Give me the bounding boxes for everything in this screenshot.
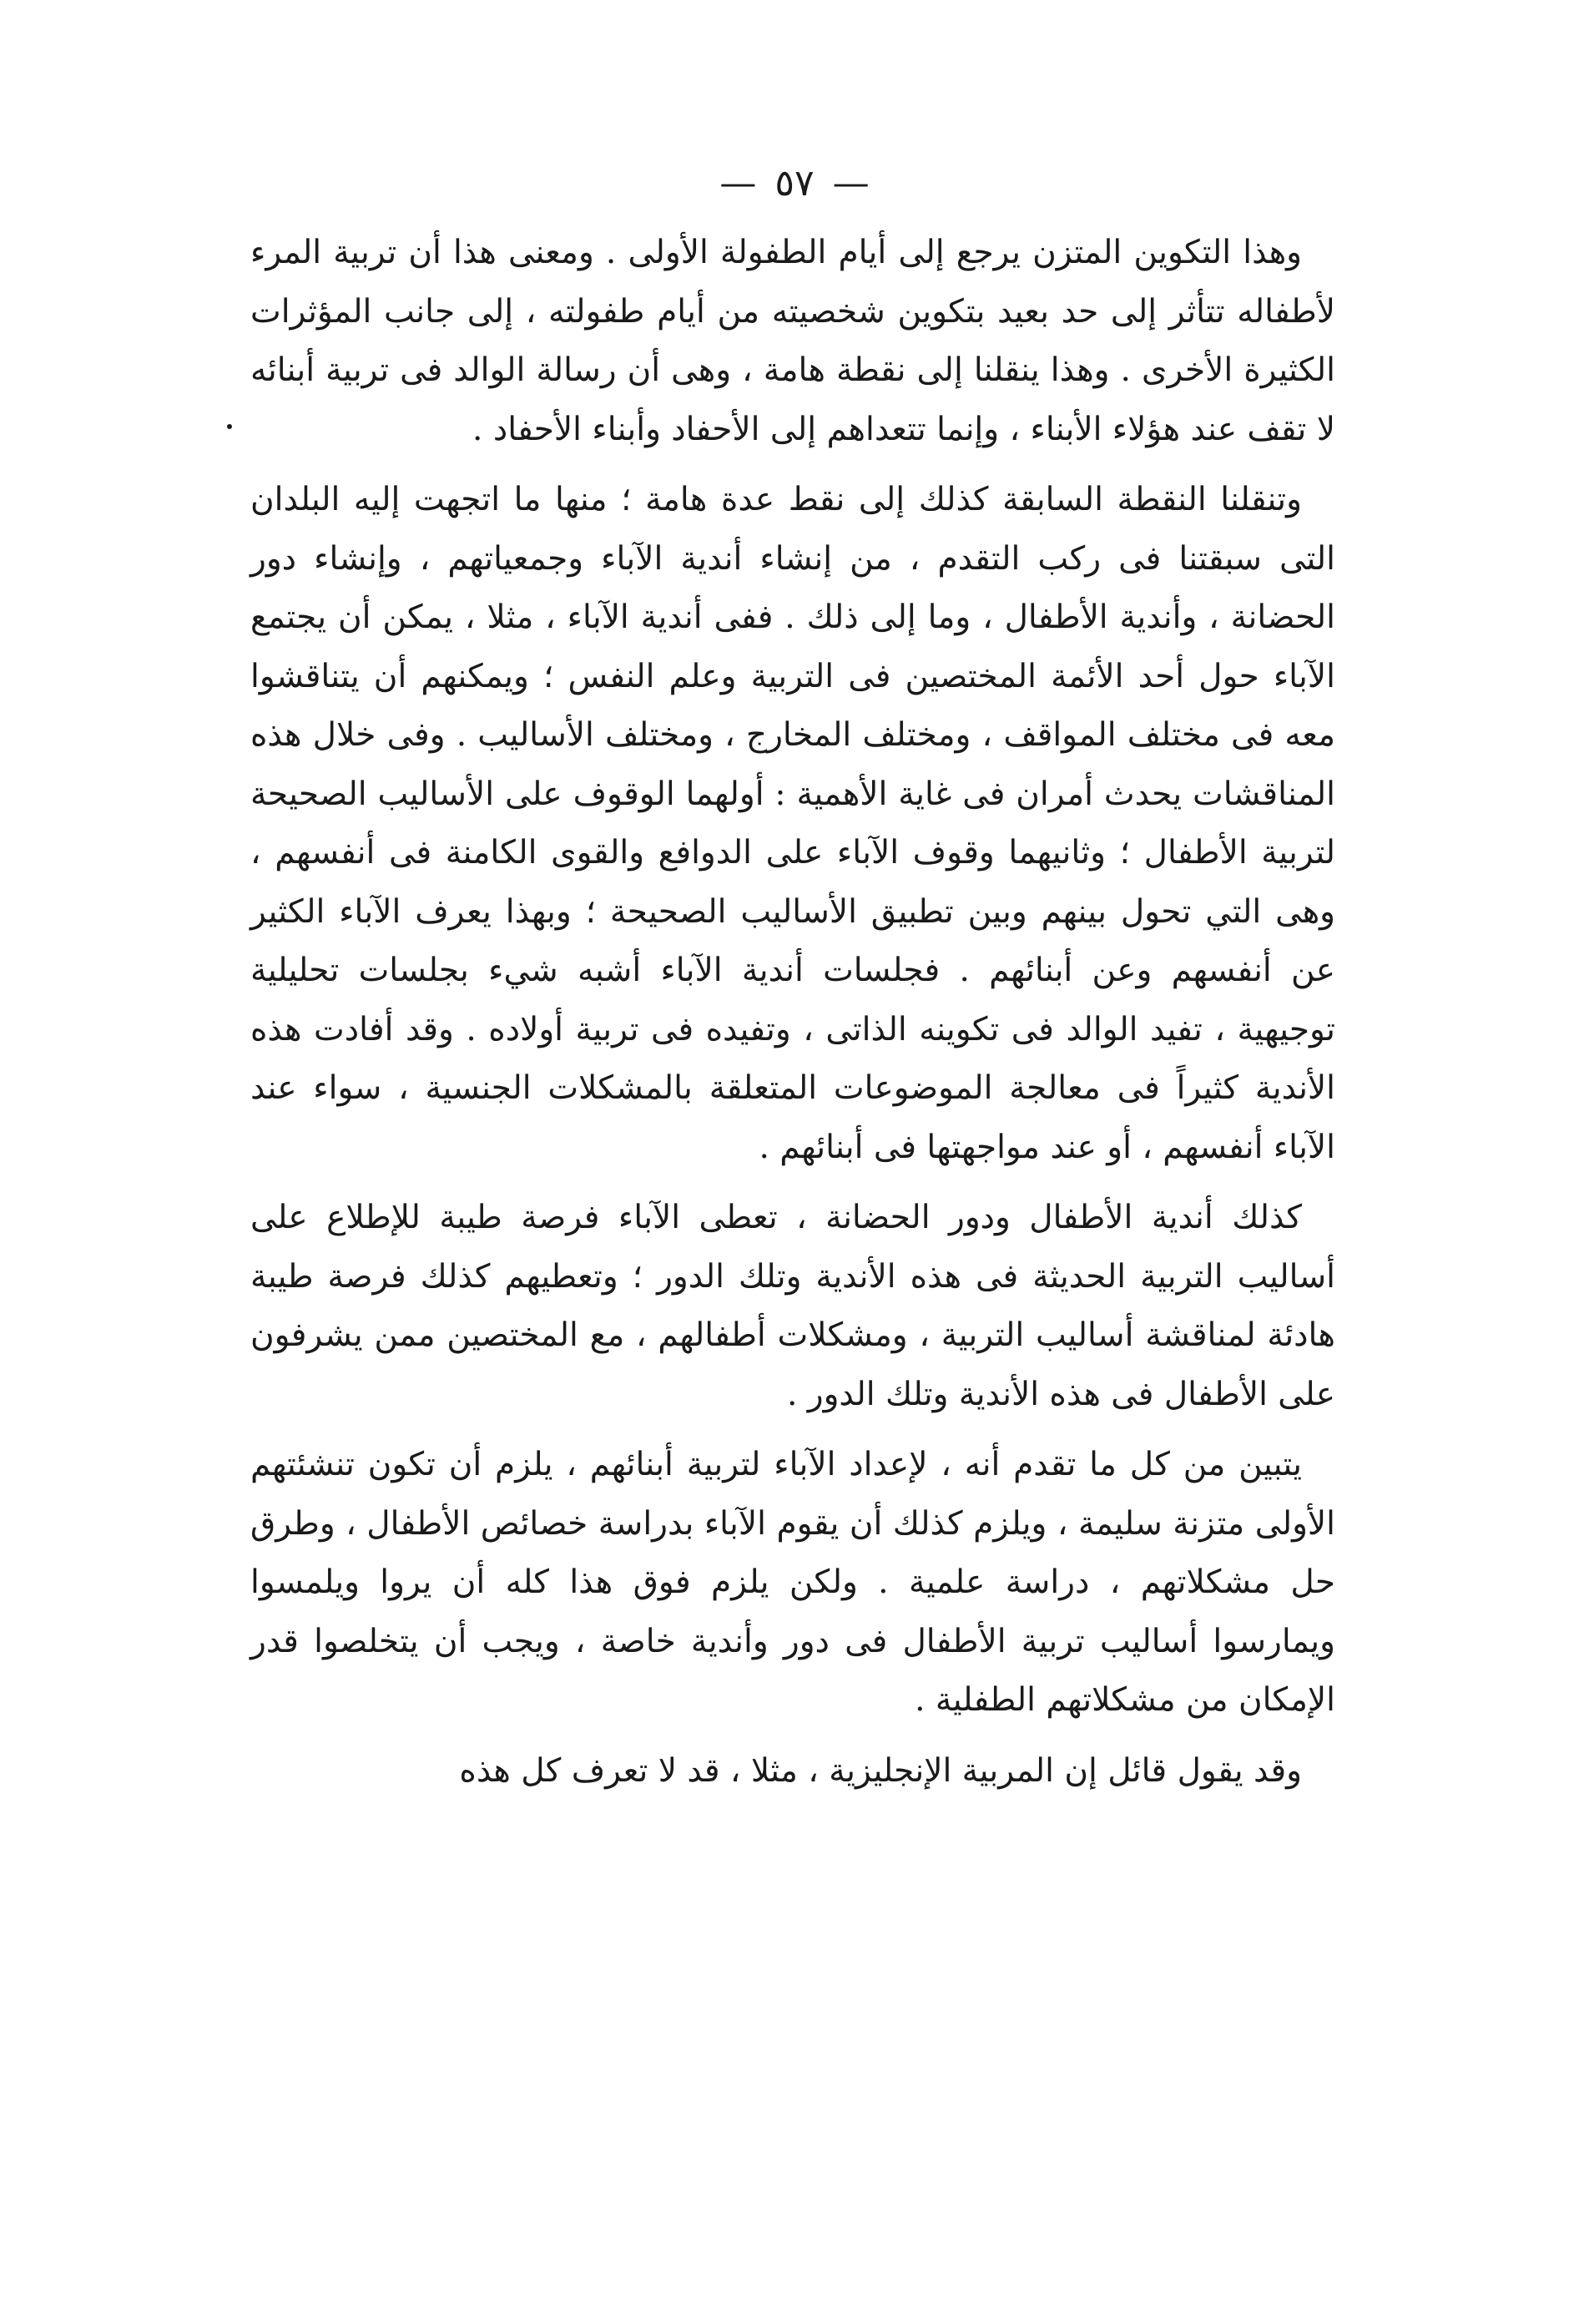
- page-number-dash-right: —: [832, 162, 870, 205]
- stray-ink-dot: [227, 424, 232, 429]
- page-number-value: ٥٧: [774, 162, 815, 205]
- paragraph-3: كذلك أندية الأطفال ودور الحضانة ، تعطى الآباء فرصة طيبة للإطلاع على أساليب التربية الحديثة فى هذه الأندية وتلك الدور ؛ وتعطيهم كذلك فرصة طيبة هادئة لمناقشة أساليب التربية ، ومشكلات أطفالهم ، مع المختصين ممن يشرفون على الأطفال فى هذه الأندية وتلك الدور .: [250, 1199, 1335, 1413]
- page-number: [0, 159, 1589, 209]
- paragraph-1: وهذا التكوين المتزن يرجع إلى أيام الطفولة الأولى . ومعنى هذا أن تربية المرء لأطفاله تتأثر إلى حد بعيد بتكوين شخصيته من أيام طفولته ، إلى جانب المؤثرات الكثيرة الأخرى . وهذا ينقلنا إلى نقطة هامة ، وهى أن رسالة الوالد فى تربية أبنائه لا تقف عند هؤلاء الأبناء ، وإنما تتعداهم إلى الأحفاد وأبناء الأحفاد .: [250, 234, 1335, 448]
- page-number-dash-left: —: [719, 162, 757, 205]
- paragraph-2: وتنقلنا النقطة السابقة كذلك إلى نقط عدة هامة ؛ منها ما اتجهت إليه البلدان التى سبقتنا فى ركب التقدم ، من إنشاء أندية الآباء وجمعياتهم ، وإنشاء دور الحضانة ، وأندية الأطفال ، وما إلى ذلك . ففى أندية الآباء ، مثلا ، يمكن أن يجتمع الآباء حول أحد الأئمة المختصين فى التربية وعلم النفس ؛ ويمكنهم أن يتناقشوا معه فى مختلف المواقف ، ومختلف المخارج ، ومختلف الأساليب . وفى خلال هذه المناقشات يحدث أمران فى غاية الأهمية : أولهما الوقوف على الأساليب الصحيحة لتربية الأطفال ؛ وثانيهما وقوف الآباء على الدوافع والقوى الكامنة فى أنفسهم ، وهى التي تحول بينهم وبين تطبيق الأساليب الصحيحة ؛ وبهذا يعرف الآباء الكثير عن أنفسهم وعن أبنائهم . فجلسات أندية الآباء أشبه شيء بجلسات تحليلية توجيهية ، تفيد الوالد فى تكوينه الذاتى ، وتفيده فى تربية أولاده . وقد أفادت هذه الأندية كثيراً فى معالجة الموضوعات المتعلقة بالمشكلات الجنسية ، سواء عند الآباء أنفسهم ، أو عند مواجهتها فى أبنائهم .: [250, 481, 1335, 1166]
- paragraph-5: وقد يقول قائل إن المربية الإنجليزية ، مثلا ، قد لا تعرف كل هذه: [459, 1751, 1302, 1790]
- body-text: [250, 224, 1335, 1801]
- paragraph-4: يتبين من كل ما تقدم أنه ، لإعداد الآباء لتربية أبنائهم ، يلزم أن تكون تنشئتهم الأولى متزنة سليمة ، ويلزم كذلك أن يقوم الآباء بدراسة خصائص الأطفال ، وطرق حل مشكلاتهم ، دراسة علمية . ولكن يلزم فوق هذا كله أن يروا ويلمسوا ويمارسوا أساليب تربية الأطفال فى دور وأندية خاصة ، ويجب أن يتخلصوا قدر الإمكان من مشكلاتهم الطفلية .: [250, 1446, 1335, 1719]
